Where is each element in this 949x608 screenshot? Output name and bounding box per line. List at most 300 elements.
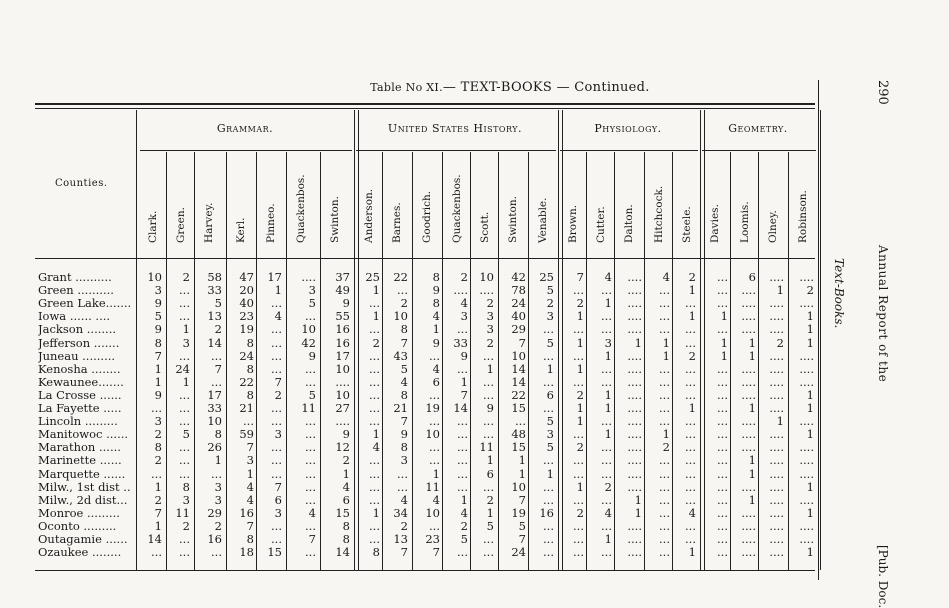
table-cell: 16 <box>539 505 554 520</box>
table-cell: 16 <box>239 505 254 520</box>
table-cell: ... <box>305 479 316 494</box>
table-cell: 2 <box>604 479 612 494</box>
table-cell: 33 <box>453 335 468 350</box>
table-cell: 7 <box>576 270 584 284</box>
column-header-label: Quackenbos. <box>451 174 463 243</box>
table-cell: ... <box>543 518 554 533</box>
column-divider <box>470 152 471 570</box>
table-cell: ... <box>543 532 554 546</box>
top-rule <box>35 103 815 105</box>
table-cell: .... <box>741 518 756 533</box>
table-cell: 1 <box>720 309 728 324</box>
table-cell: 1 <box>688 309 696 324</box>
table-cell: .... <box>769 505 784 520</box>
table-cell: ... <box>685 322 696 337</box>
table-cell: .... <box>769 466 784 481</box>
table-cell: 1 <box>576 309 584 324</box>
column-header <box>260 160 282 255</box>
table-cell: ... <box>543 545 554 560</box>
table-name: — TEXT-BOOKS — Continued. <box>442 80 650 95</box>
table-cell: 7 <box>274 479 282 494</box>
table-cell: ... <box>573 283 584 298</box>
table-cell: ... <box>543 401 554 415</box>
table-cell: .... <box>741 479 756 494</box>
table-cell: 4 <box>432 492 440 507</box>
county-name: Milw., 2d dist... <box>38 492 128 507</box>
table-cell: ... <box>429 348 440 363</box>
table-cell: ... <box>573 518 584 533</box>
table-cell: 6 <box>486 466 494 481</box>
table-cell: 1 <box>182 322 190 337</box>
table-cell: ... <box>601 283 612 298</box>
column-header-label: Clark. <box>147 210 159 243</box>
table-cell: 5 <box>214 296 222 311</box>
table-cell: 5 <box>518 518 526 533</box>
table-cell: ... <box>305 361 316 376</box>
table-cell: ... <box>369 401 380 415</box>
table-cell: .... <box>335 374 350 389</box>
table-cell: 6 <box>748 270 756 284</box>
table-cell: 8 <box>432 296 440 311</box>
table-cell: .... <box>741 387 756 402</box>
table-cell: 1 <box>576 479 584 494</box>
table-cell: .... <box>627 387 642 402</box>
table-cell: ... <box>243 414 254 429</box>
table-cell: 14 <box>511 374 526 389</box>
table-cell: ... <box>717 401 728 415</box>
table-cell: ... <box>271 518 282 533</box>
table-cell: 10 <box>425 505 440 520</box>
table-cell: 2 <box>460 270 468 284</box>
table-cell: .... <box>453 283 468 298</box>
table-cell: ... <box>659 283 670 298</box>
table-cell: 2 <box>576 440 584 455</box>
table-cell: ... <box>717 427 728 442</box>
table-cell: 22 <box>393 270 408 284</box>
table-cell: 5 <box>486 518 494 533</box>
column-header <box>324 160 346 255</box>
column-header <box>358 160 380 255</box>
table-cell: 1 <box>154 518 162 533</box>
table-cell: 1 <box>776 414 784 429</box>
table-cell: ... <box>369 532 380 546</box>
column-divider <box>320 152 321 570</box>
table-cell: ... <box>457 361 468 376</box>
table-cell: ... <box>271 414 282 429</box>
county-name: Jackson ........ <box>38 322 117 337</box>
column-header-label: Cutter. <box>595 206 607 243</box>
table-cell: ... <box>717 283 728 298</box>
table-cell: 24 <box>175 361 190 376</box>
table-cell: ... <box>369 414 380 429</box>
table-cell: ... <box>271 532 282 546</box>
table-cell: ... <box>573 545 584 560</box>
table-cell: .... <box>741 374 756 389</box>
table-cell: 1 <box>214 453 222 468</box>
table-cell: 58 <box>207 270 222 284</box>
column-header <box>532 160 554 255</box>
column-header-label: Green. <box>175 207 187 243</box>
table-cell: ... <box>717 466 728 481</box>
table-cell: ... <box>685 453 696 468</box>
county-name: Marquette ...... <box>38 466 126 481</box>
table-cell: 1 <box>154 374 162 389</box>
table-cell: 1 <box>806 309 814 324</box>
table-cell: .... <box>627 453 642 468</box>
table-cell: 2 <box>776 335 784 350</box>
table-cell: 12 <box>335 440 350 455</box>
table-cell: 78 <box>511 283 526 298</box>
top-rule-thin <box>35 108 815 109</box>
table-cell: .... <box>627 518 642 533</box>
column-header-label: Loomis. <box>739 201 751 243</box>
table-cell: 13 <box>207 309 222 324</box>
county-name: Lincoln ......... <box>38 414 118 429</box>
table-cell: 6 <box>546 387 554 402</box>
table-cell: ... <box>717 361 728 376</box>
group-underline <box>702 150 816 151</box>
column-header <box>618 160 640 255</box>
table-cell: ... <box>601 518 612 533</box>
table-cell: ... <box>543 453 554 468</box>
table-cell: 4 <box>400 492 408 507</box>
table-cell: 10 <box>425 427 440 442</box>
running-head: Annual Report of the <box>876 245 890 383</box>
table-cell: 1 <box>634 492 642 507</box>
county-name: Outagamie ...... <box>38 532 128 546</box>
table-cell: 5 <box>546 440 554 455</box>
table-cell: ... <box>305 427 316 442</box>
table-cell: .... <box>769 479 784 494</box>
table-cell: 2 <box>576 387 584 402</box>
county-name: Ozaukee ........ <box>38 545 122 560</box>
page-number: 290 <box>875 80 890 105</box>
column-header-label: Anderson. <box>363 188 375 243</box>
table-cell: 2 <box>400 518 408 533</box>
table-cell: ... <box>179 348 190 363</box>
table-cell: 8 <box>400 322 408 337</box>
table-cell: 15 <box>267 545 282 560</box>
table-cell: 5 <box>182 427 190 442</box>
table-cell: 4 <box>308 505 316 520</box>
table-cell: ... <box>573 348 584 363</box>
column-header-label: Goodrich. <box>421 190 433 243</box>
column-divider <box>498 152 499 570</box>
table-cell: ... <box>397 479 408 494</box>
table-cell: ... <box>601 545 612 560</box>
table-cell: .... <box>627 283 642 298</box>
page-margin <box>868 80 908 608</box>
table-cell: ... <box>573 492 584 507</box>
table-cell: ... <box>717 492 728 507</box>
table-cell: .... <box>627 427 642 442</box>
column-header-label: Quackenbos. <box>295 174 307 243</box>
table-cell: ... <box>717 518 728 533</box>
table-cell: 3 <box>246 453 254 468</box>
table-cell: 3 <box>546 309 554 324</box>
table-cell: ... <box>305 466 316 481</box>
table-cell: 1 <box>372 427 380 442</box>
table-cell: 18 <box>239 545 254 560</box>
table-cell: ... <box>543 348 554 363</box>
table-cell: .... <box>741 427 756 442</box>
table-cell: 8 <box>182 479 190 494</box>
table-cell: ... <box>543 479 554 494</box>
table-cell: 1 <box>806 387 814 402</box>
table-cell: 25 <box>365 270 380 284</box>
table-cell: 16 <box>335 322 350 337</box>
table-cell: ... <box>305 374 316 389</box>
table-cell: 8 <box>246 532 254 546</box>
table-cell: 1 <box>576 401 584 415</box>
table-cell: 8 <box>400 387 408 402</box>
group-underline <box>140 150 352 151</box>
table-cell: .... <box>627 348 642 363</box>
table-cell: ... <box>429 414 440 429</box>
table-cell: 7 <box>518 532 526 546</box>
table-cell: 2 <box>274 387 282 402</box>
group-label: Grammar. <box>216 122 274 135</box>
table-cell: ... <box>457 322 468 337</box>
table-cell: 2 <box>576 505 584 520</box>
table-cell: 8 <box>372 545 380 560</box>
table-cell: 17 <box>335 348 350 363</box>
table-cell: 7 <box>154 505 162 520</box>
column-header <box>386 160 408 255</box>
table-cell: .... <box>769 270 784 284</box>
column-header-label: Pinneo. <box>265 203 277 243</box>
table-cell: 1 <box>518 466 526 481</box>
table-cell: 3 <box>154 283 162 298</box>
table-cell: ... <box>685 532 696 546</box>
table-cell: 21 <box>239 401 254 415</box>
table-bottom-rule <box>35 570 815 571</box>
table-cell: ... <box>685 387 696 402</box>
table-cell: .... <box>799 296 814 311</box>
county-name: Juneau ......... <box>38 348 116 363</box>
table-cell: 1 <box>546 361 554 376</box>
table-cell: ... <box>685 361 696 376</box>
table-cell: .... <box>799 361 814 376</box>
table-cell: ... <box>369 387 380 402</box>
table-cell: ... <box>717 270 728 284</box>
table-cell: ... <box>457 414 468 429</box>
table-cell: 11 <box>175 505 190 520</box>
table-cell: ... <box>305 440 316 455</box>
column-divider <box>412 152 413 570</box>
column-header <box>792 160 814 255</box>
table-cell: 34 <box>393 505 408 520</box>
table-cell: 4 <box>432 361 440 376</box>
table-cell: ... <box>369 348 380 363</box>
table-cell: .... <box>799 374 814 389</box>
table-cell: 8 <box>342 532 350 546</box>
column-header <box>474 160 496 255</box>
table-cell: ... <box>457 453 468 468</box>
table-cell: ... <box>717 532 728 546</box>
table-cell: 1 <box>806 545 814 560</box>
table-cell: ... <box>685 518 696 533</box>
table-cell: .... <box>627 414 642 429</box>
column-header-label: Scott. <box>479 211 491 243</box>
column-divider <box>586 152 587 570</box>
table-cell: ... <box>717 545 728 560</box>
table-cell: .... <box>769 401 784 415</box>
table-cell: 9 <box>486 401 494 415</box>
group-label: Geometry. <box>728 122 788 135</box>
table-cell: 10 <box>479 270 494 284</box>
table-cell: ... <box>179 532 190 546</box>
table-cell: ... <box>659 492 670 507</box>
table-cell: .... <box>741 532 756 546</box>
table-cell: ... <box>685 427 696 442</box>
table-cell: ... <box>717 479 728 494</box>
group-underline <box>356 150 556 151</box>
table-cell: .... <box>769 532 784 546</box>
table-cell: 21 <box>393 401 408 415</box>
table-cell: 4 <box>460 505 468 520</box>
column-header-label: Hitchcock. <box>653 185 665 243</box>
table-cell: ... <box>659 518 670 533</box>
table-cell: 2 <box>546 296 554 311</box>
table-cell: 1 <box>688 401 696 415</box>
column-divider <box>672 152 673 570</box>
table-cell: 11 <box>301 401 316 415</box>
table-cell: 1 <box>372 309 380 324</box>
group-label: Physiology. <box>594 122 662 135</box>
table-cell: ... <box>601 453 612 468</box>
table-cell: 5 <box>546 335 554 350</box>
table-cell: ... <box>457 479 468 494</box>
table-cell: 3 <box>274 505 282 520</box>
table-cell: ... <box>659 401 670 415</box>
county-name: Oconto ......... <box>38 518 117 533</box>
table-cell: 4 <box>342 479 350 494</box>
table-cell: 1 <box>460 374 468 389</box>
table-cell: ... <box>271 401 282 415</box>
table-cell: 22 <box>511 387 526 402</box>
table-cell: ... <box>601 414 612 429</box>
table-cell: .... <box>769 374 784 389</box>
group-underline <box>560 150 698 151</box>
county-name: Marathon ...... <box>38 440 121 455</box>
table-cell: 1 <box>634 505 642 520</box>
table-cell: 6 <box>432 374 440 389</box>
table-cell: ... <box>397 466 408 481</box>
table-cell: 4 <box>604 270 612 284</box>
column-header-label: Swinton. <box>507 196 519 243</box>
table-cell: ... <box>717 322 728 337</box>
table-cell: 13 <box>393 532 408 546</box>
table-cell: ... <box>483 374 494 389</box>
table-cell: 16 <box>207 532 222 546</box>
table-cell: .... <box>769 322 784 337</box>
table-cell: 19 <box>239 322 254 337</box>
table-cell: 1 <box>372 283 380 298</box>
table-cell: 1 <box>748 348 756 363</box>
table-cell: .... <box>627 309 642 324</box>
table-cell: ... <box>717 453 728 468</box>
table-cell: .... <box>799 348 814 363</box>
table-right-border <box>818 80 819 580</box>
table-cell: ... <box>457 427 468 442</box>
table-cell: 1 <box>432 466 440 481</box>
table-cell: .... <box>741 283 756 298</box>
county-name: Grant .......... <box>38 270 112 284</box>
column-divider <box>820 110 821 570</box>
table-cell: .... <box>627 296 642 311</box>
table-cell: ... <box>179 296 190 311</box>
table-cell: 1 <box>460 492 468 507</box>
table-cell: .... <box>335 414 350 429</box>
column-header <box>562 160 584 255</box>
table-cell: ... <box>601 440 612 455</box>
table-cell: ... <box>271 348 282 363</box>
county-name: La Fayette ..... <box>38 401 122 415</box>
table-cell: .... <box>741 414 756 429</box>
table-cell: ... <box>271 440 282 455</box>
table-cell: 4 <box>604 505 612 520</box>
table-cell: 2 <box>182 518 190 533</box>
column-divider <box>644 152 645 570</box>
table-cell: ... <box>659 387 670 402</box>
table-cell: 1 <box>662 348 670 363</box>
column-header <box>762 160 784 255</box>
table-cell: .... <box>627 479 642 494</box>
table-cell: 3 <box>460 309 468 324</box>
table-cell: 11 <box>479 440 494 455</box>
table-cell: ... <box>717 387 728 402</box>
table-cell: ... <box>369 518 380 533</box>
column-divider <box>528 152 529 570</box>
table-cell: 2 <box>182 270 190 284</box>
table-cell: 2 <box>154 453 162 468</box>
table-cell: 48 <box>511 427 526 442</box>
table-cell: 8 <box>432 270 440 284</box>
column-header-label: Barnes. <box>391 202 403 243</box>
table-cell: 23 <box>425 532 440 546</box>
table-cell: 23 <box>239 309 254 324</box>
table-number: Table No XI. <box>370 81 443 94</box>
table-cell: ... <box>151 401 162 415</box>
table-cell: 2 <box>460 518 468 533</box>
table-cell: ... <box>211 466 222 481</box>
table-cell: 1 <box>604 296 612 311</box>
table-cell: 4 <box>432 309 440 324</box>
table-cell: ... <box>483 479 494 494</box>
column-header <box>734 160 756 255</box>
table-cell: 8 <box>400 440 408 455</box>
table-cell: .... <box>769 518 784 533</box>
table-cell: 29 <box>207 505 222 520</box>
table-cell: ... <box>369 361 380 376</box>
table-cell: ... <box>151 545 162 560</box>
table-cell: .... <box>627 545 642 560</box>
table-cell: .... <box>799 270 814 284</box>
table-cell: 15 <box>335 505 350 520</box>
table-cell: ... <box>601 492 612 507</box>
table-cell: ... <box>717 505 728 520</box>
table-cell: 3 <box>604 335 612 350</box>
table-cell: 9 <box>342 427 350 442</box>
table-cell: ... <box>573 466 584 481</box>
table-cell: 1 <box>806 401 814 415</box>
table-cell: ... <box>483 545 494 560</box>
document-label: [Pub. Doc. <box>876 545 890 608</box>
county-name: Green Lake....... <box>38 296 132 311</box>
table-cell: ... <box>369 492 380 507</box>
counties-header: Counties. <box>55 178 108 189</box>
